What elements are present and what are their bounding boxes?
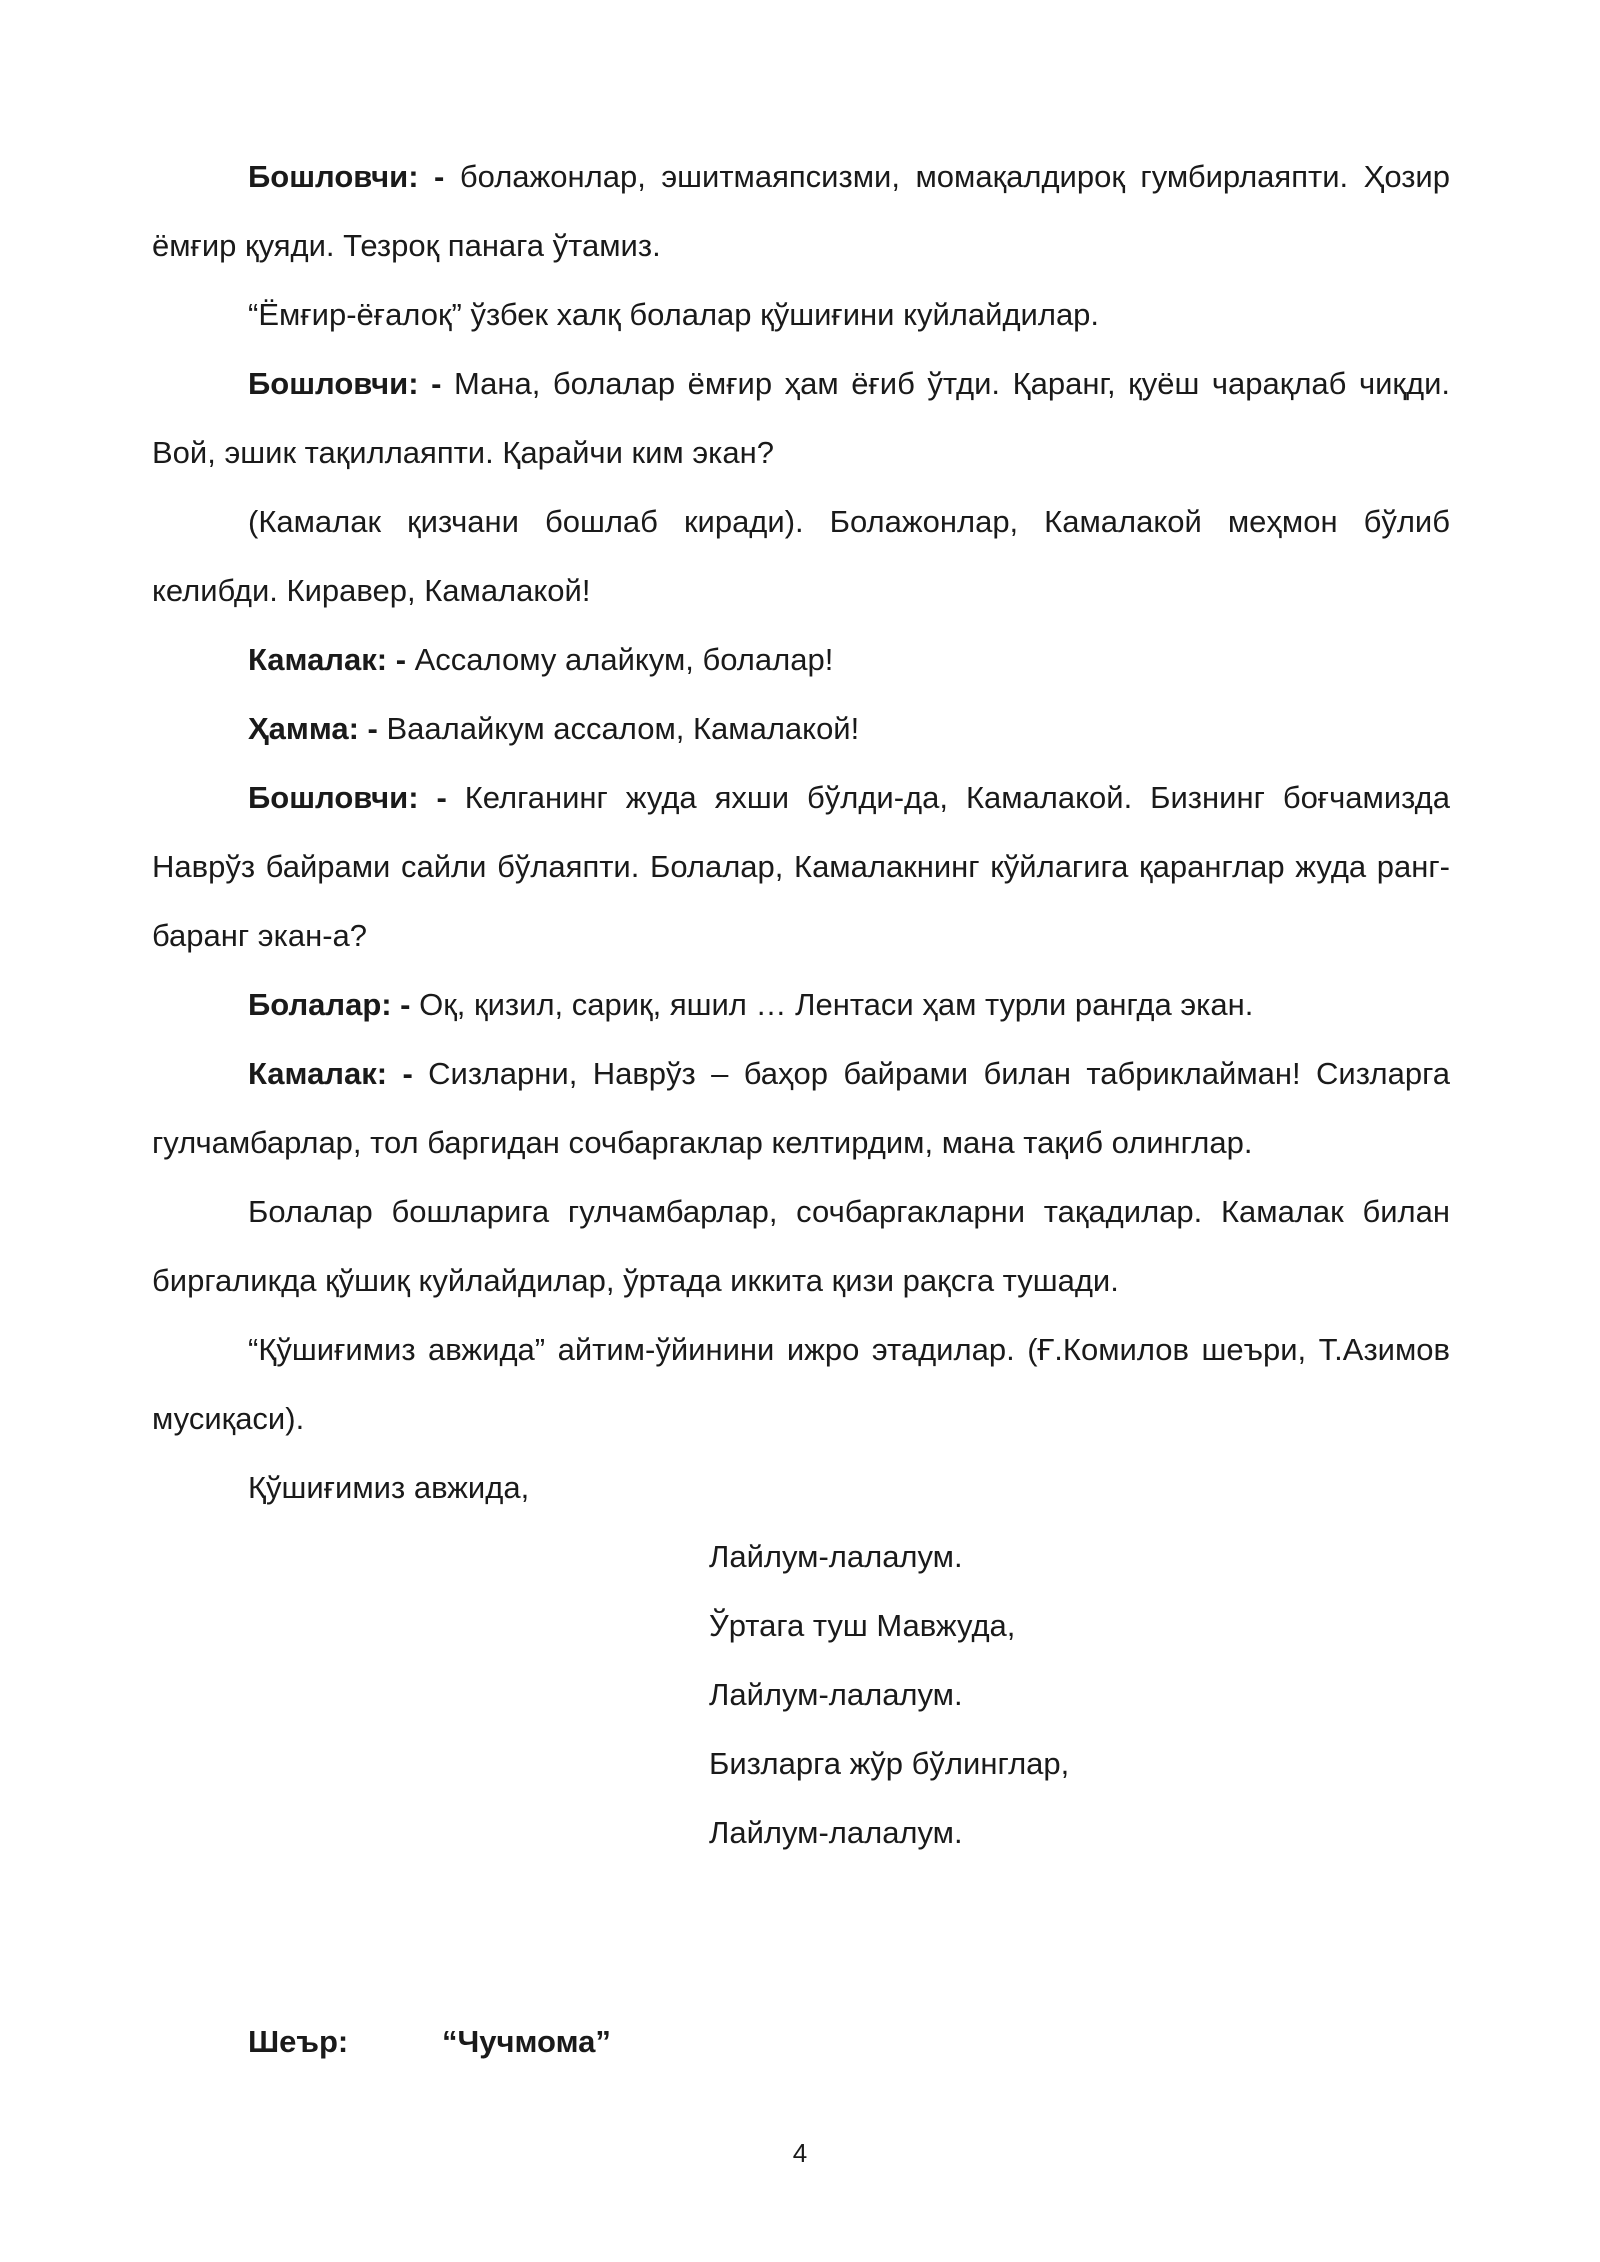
paragraph-5 [152,625,1450,694]
paragraph-10 [152,1177,1450,1315]
speaker-label: Ҳамма: - [248,711,378,746]
speaker-label: Бошловчи: - [248,159,445,194]
paragraph-4 [152,487,1450,625]
paragraph-text: Мана, болалар ёмғир ҳам ёғиб ўтди. Қаранг, қуёш чарақлаб чиқди. Вой, эшик тақиллаяпти. Қарайчи ким экан? [152,366,1451,470]
paragraph-text: Ассалому алайкум, болалар! [406,642,834,677]
paragraph-3 [152,349,1450,487]
paragraph-8 [152,970,1450,1039]
paragraph-text: Оқ, қизил, сариқ, яшил … Лентаси ҳам турли рангда экан. [410,987,1254,1022]
speaker-label: Бошловчи: - [248,366,442,401]
page-number: 4 [792,2138,808,2168]
poem-stanza [152,1522,1450,1867]
poem-lead-line: Қўшиғимиз авжида, [248,1470,530,1505]
paragraph-text: “Ёмғир-ёғалоқ” ўзбек халқ болалар қўшиғини куйлайдилар. [248,297,1100,332]
speaker-label: Болалар: - [248,987,411,1022]
paragraph-6 [152,694,1450,763]
poem-line: Лайлум-лалалум. [709,1539,963,1574]
poem-title-line [152,2007,1450,2076]
paragraph-2 [152,280,1450,349]
poem-title: “Чучмома” [442,2024,611,2059]
paragraph-11 [152,1315,1450,1453]
paragraph-text: Сизларни, Наврўз – баҳор байрами билан табриклайман! Сизларга гулчамбарлар, тол баргидан сочбаргаклар келтирдим, мана тақиб олинглар. [152,1056,1450,1160]
poem-line: Лайлум-лалалум. [709,1677,963,1712]
speaker-label: Бошловчи: - [248,780,447,815]
dialogue-block [152,142,1450,1867]
paragraph-text: Келганинг жуда яхши бўлди-да, Камалакой. Бизнинг боғчамизда Наврўз байрами сайли бўлаяпти. Болалар, Камалакнинг кўйлагига қаранглар жуда ранг-баранг экан-а? [152,780,1450,953]
speaker-label: Камалак: - [248,1056,413,1091]
poem-line: Бизларга жўр бўлинглар, [709,1746,1070,1781]
poem-line: Лайлум-лалалум. [709,1815,963,1850]
paragraph-text: болажонлар, эшитмаяпсизми, момақалдироқ гумбирлаяпти. Ҳозир ёмғир қуяди. Тезроқ панага ўтамиз. [152,159,1450,263]
title-label: Шеър: [248,2024,349,2059]
poem-title-block [152,2007,1450,2076]
paragraph-7 [152,763,1450,970]
paragraph-9 [152,1039,1450,1177]
paragraph-text: Ваалайкум ассалом, Камалакой! [377,711,860,746]
poem-line: Ўртага туш Мавжуда, [709,1608,1016,1643]
speaker-label: Камалак: - [248,642,407,677]
paragraph-text: (Камалак қизчани бошлаб киради). Болажонлар, Камалакой меҳмон бўлиб келибди. Киравер, Камалакой! [152,504,1450,608]
paragraph-text: “Қўшиғимиз авжида” айтим-ўйинини ижро этадилар. (Ғ.Комилов шеъри, Т.Азимов мусиқаси). [152,1332,1450,1436]
paragraph-text: Болалар бошларига гулчамбарлар, сочбаргакларни тақадилар. Камалак билан биргаликда қўшиқ куйлайдилар, ўртада иккита қизи рақсга тушади. [152,1194,1450,1298]
paragraph-1 [152,142,1450,280]
